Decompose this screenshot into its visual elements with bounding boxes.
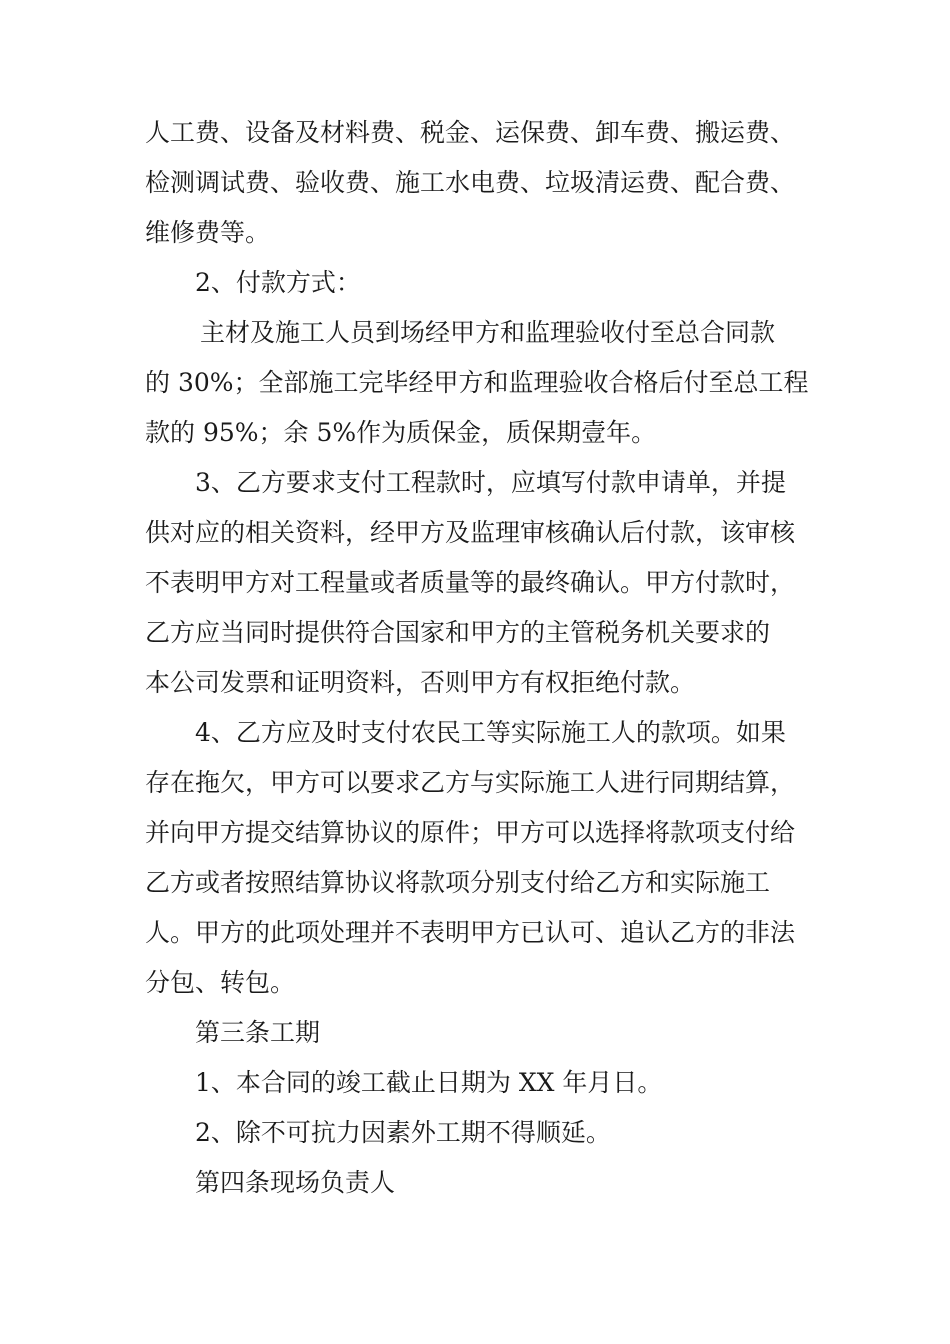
- contract-text: [145, 108, 845, 1208]
- text-line: 存在拖欠，甲方可以要求乙方与实际施工人进行同期结算，: [145, 768, 796, 797]
- payment-method-heading: 2、付款方式：: [195, 268, 361, 297]
- text-line: 乙方或者按照结算协议将款项分别支付给乙方和实际施工: [145, 868, 771, 897]
- text-line: 1、本合同的竣工截止日期为 XX 年月日。: [195, 1068, 663, 1097]
- text-line: 乙方应当同时提供符合国家和甲方的主管税务机关要求的: [145, 618, 771, 647]
- text-line: 2、除不可抗力因素外工期不得顺延。: [195, 1118, 611, 1147]
- text-line: 人。甲方的此项处理并不表明甲方已认可、追认乙方的非法: [145, 918, 796, 947]
- clause-4-start: 4、乙方应及时支付农民工等实际施工人的款项。如果: [195, 718, 786, 747]
- text-line: 供对应的相关资料，经甲方及监理审核确认后付款，该审核: [145, 518, 796, 547]
- text-line: 维修费等。: [145, 218, 271, 247]
- text-line: 检测调试费、验收费、施工水电费、垃圾清运费、配合费、: [145, 168, 796, 197]
- text-line: 款的 95%；余 5%作为质保金，质保期壹年。: [145, 418, 657, 447]
- clause-3-start: 3、乙方要求支付工程款时，应填写付款申请单，并提: [195, 468, 786, 497]
- text-line: 并向甲方提交结算协议的原件；甲方可以选择将款项支付给: [145, 818, 796, 847]
- article-4-heading: 第四条现场负责人: [195, 1168, 396, 1197]
- text-line: 分包、转包。: [145, 968, 296, 997]
- text-line: 主材及施工人员到场经甲方和监理验收付至总合同款: [200, 318, 776, 347]
- text-line: 本公司发票和证明资料，否则甲方有权拒绝付款。: [145, 668, 696, 697]
- article-3-heading: 第三条工期: [195, 1018, 321, 1047]
- text-line: 的 30%；全部施工完毕经甲方和监理验收合格后付至总工程: [145, 368, 809, 397]
- text-line: 人工费、设备及材料费、税金、运保费、卸车费、搬运费、: [145, 118, 796, 147]
- text-line: 不表明甲方对工程量或者质量等的最终确认。甲方付款时，: [145, 568, 796, 597]
